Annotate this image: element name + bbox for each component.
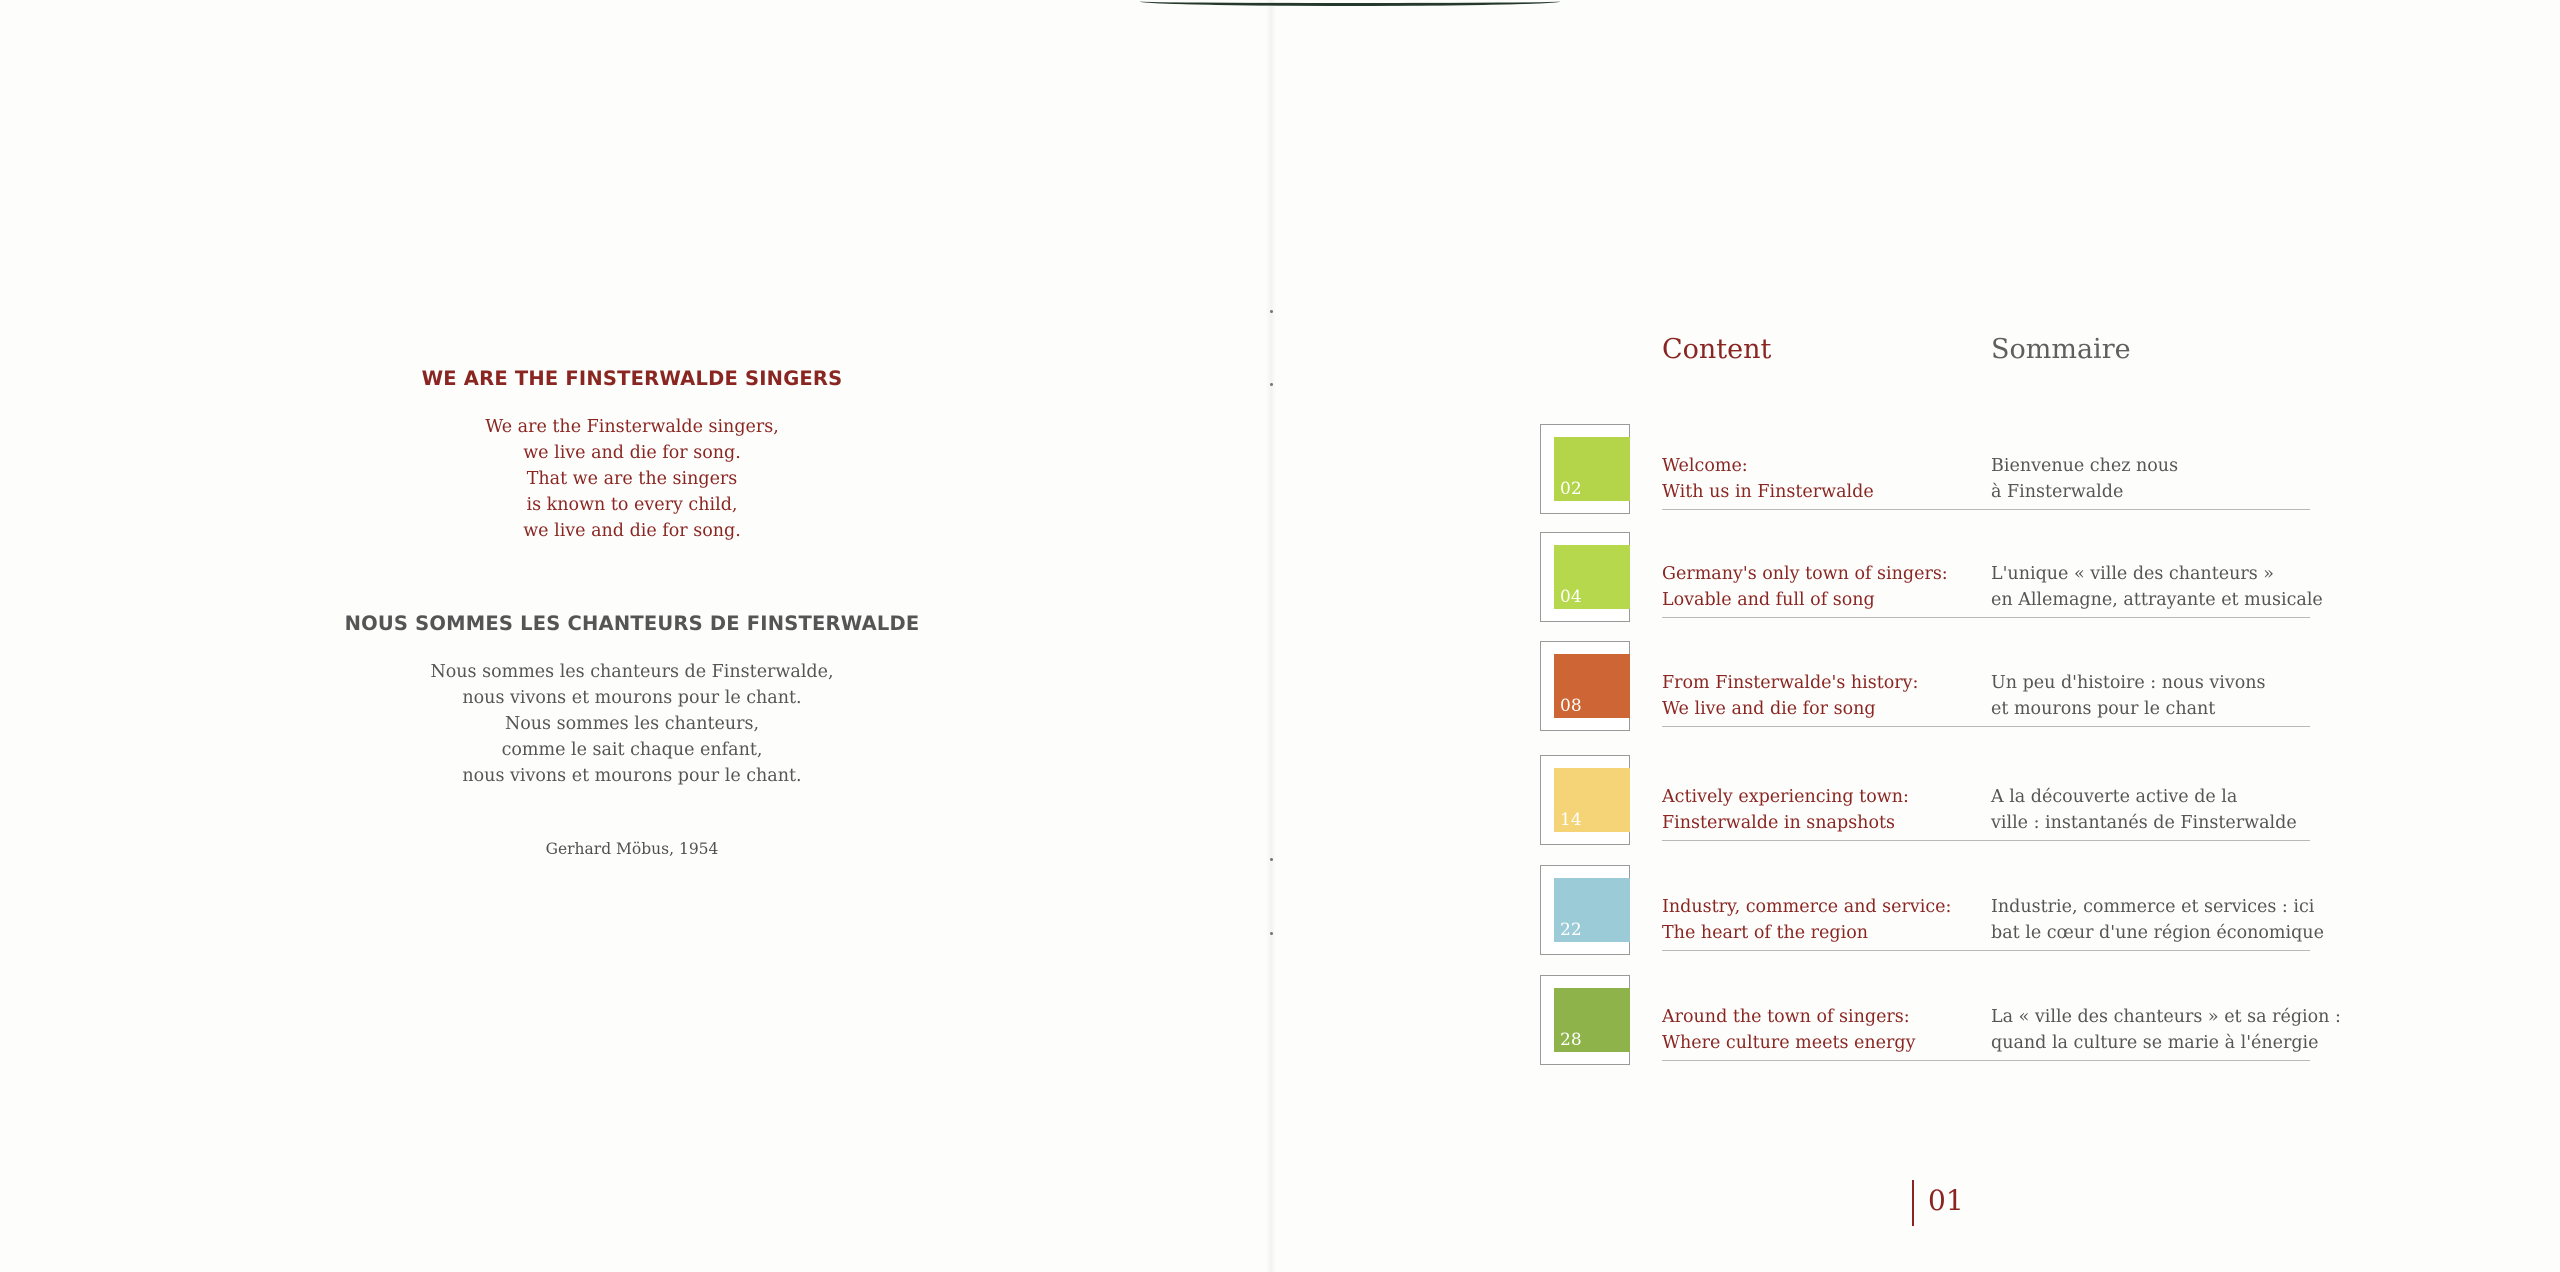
color-swatch — [1554, 437, 1630, 501]
contents-entry[interactable] — [1540, 424, 2560, 516]
poem-line: we live and die for song. — [523, 443, 741, 463]
entry-title-english: From Finsterwalde's history: We live and die for song — [1662, 673, 1919, 719]
entry-divider — [1662, 1060, 2310, 1061]
right-page — [1271, 0, 2560, 1272]
color-swatch — [1554, 878, 1630, 942]
contents-entry[interactable] — [1540, 532, 2560, 624]
entry-title-english: Germany's only town of singers: Lovable and full of song — [1662, 564, 1948, 610]
color-swatch — [1554, 545, 1630, 609]
entry-page-number: 22 — [1560, 920, 1582, 940]
poem-french — [332, 612, 932, 789]
entry-title-french: L'unique « ville des chanteurs » en Allemagne, attrayante et musicale — [1991, 564, 2323, 610]
contents-entry[interactable] — [1540, 755, 2560, 847]
poem-line: is known to every child, — [526, 495, 738, 515]
entry-title-english: Industry, commerce and service: The heart of the region — [1662, 897, 1952, 943]
color-swatch-frame — [1540, 975, 1630, 1065]
entry-title-english: Welcome: With us in Finsterwalde — [1662, 456, 1874, 502]
poem-line: We are the Finsterwalde singers, — [485, 417, 779, 437]
color-swatch-frame — [1540, 641, 1630, 731]
entry-divider — [1662, 509, 2310, 510]
poem-line: Nous sommes les chanteurs de Finsterwalde, — [430, 662, 834, 682]
entry-divider — [1662, 617, 2310, 618]
page-number: 01 — [1928, 1184, 1964, 1217]
contents-entry[interactable] — [1540, 975, 2560, 1067]
entry-page-number: 04 — [1560, 587, 1582, 607]
contents-entry[interactable] — [1540, 641, 2560, 733]
entry-page-number: 02 — [1560, 479, 1582, 499]
entry-page-number: 08 — [1560, 696, 1582, 716]
contents-heading-french: Sommaire — [1991, 334, 2131, 366]
color-swatch — [1554, 988, 1630, 1052]
poem-line: That we are the singers — [526, 469, 738, 489]
left-page — [0, 0, 1271, 1272]
color-swatch-frame — [1540, 532, 1630, 622]
poem-title-english: WE ARE THE FINSTERWALDE SINGERS — [421, 367, 843, 390]
poem-line: comme le sait chaque enfant, — [501, 740, 763, 760]
poem-title-french: NOUS SOMMES LES CHANTEURS DE FINSTERWALDE — [344, 612, 920, 635]
entry-divider — [1662, 950, 2310, 951]
color-swatch — [1554, 768, 1630, 832]
entry-title-french: La « ville des chanteurs » et sa région : quand la culture se marie à l'énergie — [1991, 1007, 2341, 1053]
entry-divider — [1662, 840, 2310, 841]
entry-title-french: Un peu d'histoire : nous vivons et mourons pour le chant — [1991, 673, 2266, 719]
entry-title-french: Bienvenue chez nous à Finsterwalde — [1991, 456, 2179, 502]
contents-entry[interactable] — [1540, 865, 2560, 957]
page-number-rule — [1912, 1180, 1914, 1226]
entry-title-english: Around the town of singers: Where culture meets energy — [1662, 1007, 1916, 1053]
contents-heading-english: Content — [1662, 334, 1772, 366]
poem-lines-english — [332, 414, 932, 544]
poem-english — [332, 367, 932, 544]
entry-title-french: A la découverte active de la ville : instantanés de Finsterwalde — [1991, 787, 2297, 833]
entry-divider — [1662, 726, 2310, 727]
color-swatch-frame — [1540, 424, 1630, 514]
entry-page-number: 14 — [1560, 810, 1582, 830]
entry-title-french: Industrie, commerce et services : ici bat le cœur d'une région économique — [1991, 897, 2324, 943]
poem-line: nous vivons et mourons pour le chant. — [462, 688, 802, 708]
color-swatch — [1554, 654, 1630, 718]
poem-line: nous vivons et mourons pour le chant. — [462, 766, 802, 786]
entry-page-number: 28 — [1560, 1030, 1582, 1050]
color-swatch-frame — [1540, 755, 1630, 845]
entry-title-english: Actively experiencing town: Finsterwalde in snapshots — [1662, 787, 1909, 833]
color-swatch-frame — [1540, 865, 1630, 955]
poem-line: Nous sommes les chanteurs, — [504, 714, 760, 734]
poem-author: Gerhard Möbus, 1954 — [545, 840, 719, 858]
poem-line: we live and die for song. — [523, 521, 741, 541]
poem-lines-french — [332, 659, 932, 789]
